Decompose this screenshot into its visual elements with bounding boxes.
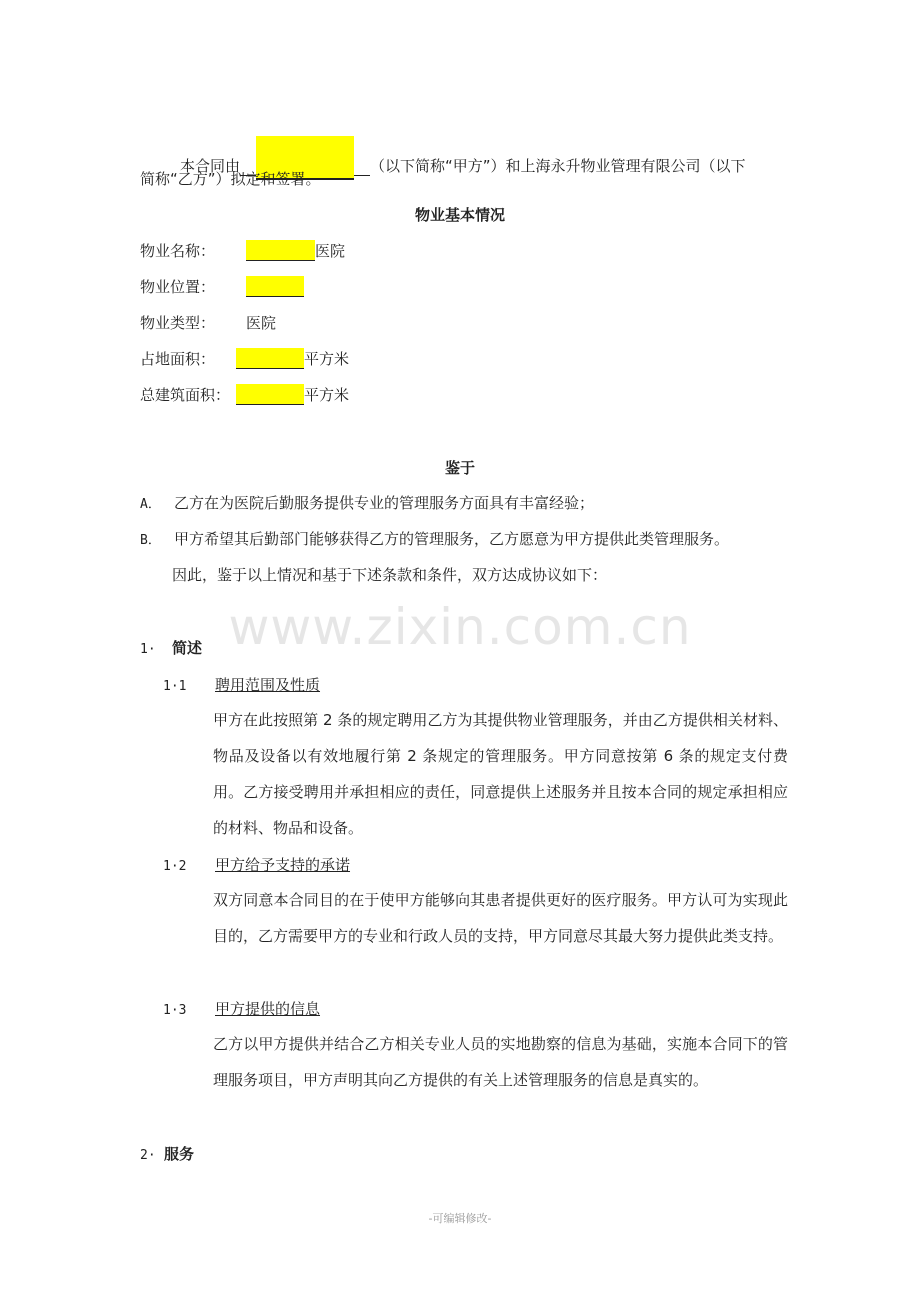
property-heading: 物业基本情况 bbox=[414, 206, 505, 224]
section-2-number: 2· bbox=[140, 1148, 156, 1163]
property-build-area-row bbox=[140, 384, 349, 405]
section-1-title: 简述 bbox=[172, 639, 203, 657]
property-location-field[interactable] bbox=[246, 276, 304, 297]
section-1-2-number: 1·2 bbox=[163, 859, 187, 874]
property-name-field[interactable] bbox=[246, 240, 315, 261]
property-name-row bbox=[140, 240, 345, 261]
section-1-3-body: 乙方以甲方提供并结合乙方相关专业人员的实地勘察的信息为基础，实施本合同下的管理服务项目，甲方声明其向乙方提供的有关上述管理服务的信息是真实的。 bbox=[213, 1035, 788, 1089]
section-1-1-heading bbox=[163, 674, 320, 695]
property-area-unit: 平方米 bbox=[304, 350, 350, 368]
property-build-area-field[interactable] bbox=[236, 384, 304, 405]
property-area-row bbox=[140, 348, 349, 369]
property-location-label: 物业位置： bbox=[140, 278, 216, 296]
intro-suffix: （以下简称“甲方”）和上海永升物业管理有限公司（以下 bbox=[370, 157, 746, 175]
whereas-b-marker: B． bbox=[140, 533, 161, 548]
whereas-a-marker: A． bbox=[140, 497, 161, 512]
property-name-suffix: 医院 bbox=[315, 242, 346, 260]
property-area-label: 占地面积： bbox=[140, 350, 216, 368]
property-build-area-label: 总建筑面积： bbox=[140, 386, 231, 404]
section-1-1-number: 1·1 bbox=[163, 679, 187, 694]
section-1-3-title: 甲方提供的信息 bbox=[215, 1000, 321, 1018]
whereas-a-text: 乙方在为医院后勤服务提供专业的管理服务方面具有丰富经验； bbox=[174, 494, 595, 512]
party-a-blank-underline-2 bbox=[354, 157, 370, 176]
whereas-conclusion: 因此，鉴于以上情况和基于下述条款和条件，双方达成协议如下： bbox=[172, 566, 608, 584]
section-1-3-heading bbox=[163, 998, 320, 1019]
whereas-item-b bbox=[140, 528, 729, 549]
whereas-heading: 鉴于 bbox=[444, 459, 475, 477]
intro-prefix: 本合同由 bbox=[180, 157, 241, 175]
intro-line-2: 简称“乙方”）拟定和签署。 bbox=[140, 170, 321, 188]
section-1-1-title: 聘用范围及性质 bbox=[215, 676, 321, 694]
whereas-item-a bbox=[140, 492, 594, 513]
property-type-label: 物业类型： bbox=[140, 314, 216, 332]
section-1-2-heading bbox=[163, 854, 350, 875]
property-location-row bbox=[140, 276, 304, 297]
property-type-row bbox=[140, 312, 276, 333]
section-1-1-body: 甲方在此按照第 2 条的规定聘用乙方为其提供物业管理服务，并由乙方提供相关材料、物品及设备以有效地履行第 2 条规定的管理服务。甲方同意按第 6 条的规定支付费用。乙方接受聘用并承担相应的责任，同意提供上述服务并且按本合同的规定承担相应的材料、物品和设备。 bbox=[213, 711, 788, 837]
section-1-number: 1· bbox=[140, 642, 156, 657]
property-type-value: 医院 bbox=[246, 314, 277, 332]
property-area-field[interactable] bbox=[236, 348, 304, 369]
whereas-b-text: 甲方希望其后勤部门能够获得乙方的管理服务，乙方愿意为甲方提供此类管理服务。 bbox=[174, 530, 730, 548]
property-name-label: 物业名称： bbox=[140, 242, 216, 260]
property-build-area-unit: 平方米 bbox=[304, 386, 350, 404]
section-1-heading bbox=[140, 637, 202, 658]
section-1-2-title: 甲方给予支持的承诺 bbox=[215, 856, 351, 874]
section-2-heading bbox=[140, 1143, 194, 1164]
page-footer: -可编辑修改- bbox=[428, 1212, 492, 1225]
section-1-2-body: 双方同意本合同目的在于使甲方能够向其患者提供更好的医疗服务。甲方认可为实现此目的，乙方需要甲方的专业和行政人员的支持，甲方同意尽其最大努力提供此类支持。 bbox=[213, 891, 788, 945]
watermark: www.zixin.com.cn bbox=[228, 598, 692, 656]
section-1-3-number: 1·3 bbox=[163, 1003, 187, 1018]
section-2-title: 服务 bbox=[164, 1145, 195, 1163]
